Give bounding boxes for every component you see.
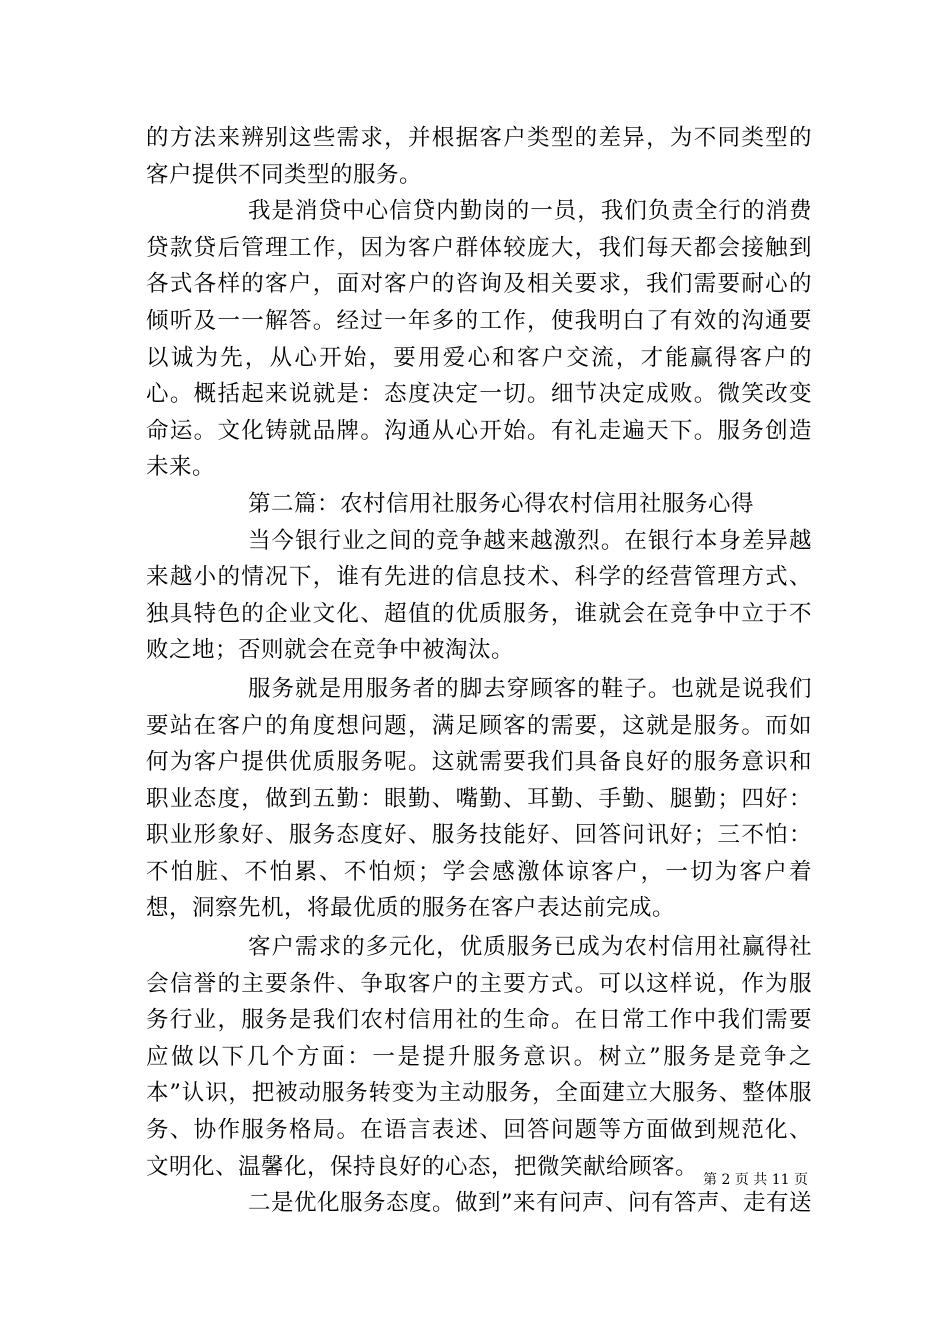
paragraph-customer-needs: 客户需求的多元化，优质服务已成为农村信用社赢得社会信誉的主要条件、争取客户的主要方式。可以这样说，作为服务行业，服务是我们农村信用社的生命。在日常工作中我们需要应做以下几个方面：一是提升服务意识。树立”服务是竞争之本”认识，把被动服务转变为主动服务，全面建立大服务、整体服务、协作服务格局。在语言表述、回答问题等方面做到规范化、文明化、温馨化，保持良好的心态，把微笑献给顾客。 xyxy=(146,934,812,1180)
paragraph-consumer-loan: 我是消贷中心信贷内勤岗的一员，我们负责全行的消费贷款贷后管理工作，因为客户群体较庞大，我们每天都会接触到各式各样的客户，面对客户的咨询及相关要求，我们需要耐心的倾听及一一解答。经过一年多的工作，使我明白了有效的沟通要以诚为先，从心开始，要用爱心和客户交流，才能赢得客户的心。概括起来说就是：态度决定一切。细节决定成败。微笑改变命运。文化铸就品牌。沟通从心开始。有礼走遍天下。服务创造未来。 xyxy=(146,198,812,481)
document-body xyxy=(146,120,812,1222)
paragraph-competition: 当今银行业之间的竞争越来越激烈。在银行本身差异越来越小的情况下，谁有先进的信息技术、科学的经营管理方式、独具特色的企业文化、超值的优质服务，谁就会在竞争中立于不败之地；否则就会在竞争中被淘汰。 xyxy=(146,527,812,664)
paragraph-service-definition: 服务就是用服务者的脚去穿顾客的鞋子。也就是说我们要站在客户的角度想问题，满足顾客的需要，这就是服务。而如何为客户提供优质服务呢。这就需要我们具备良好的服务意识和职业态度，做到五勤：眼勤、嘴勤、耳勤、手勤、腿勤；四好：职业形象好、服务态度好、服务技能好、回答问讯好；三不怕：不怕脏、不怕累、不怕烦；学会感激体谅客户，一切为客户着想，洞察先机，将最优质的服务在客户表达前完成。 xyxy=(146,675,812,922)
paragraph-service-attitude: 二是优化服务态度。做到”来有问声、问有答声、走有送 xyxy=(248,1190,813,1217)
paragraph-continuation: 的方法来辨别这些需求，并根据客户类型的差异，为不同类型的客户提供不同类型的服务。 xyxy=(146,125,812,188)
page-number: 第 2 页 共 11 页 xyxy=(703,1172,808,1188)
section-heading: 第二篇：农村信用社服务心得农村信用社服务心得 xyxy=(248,490,755,517)
